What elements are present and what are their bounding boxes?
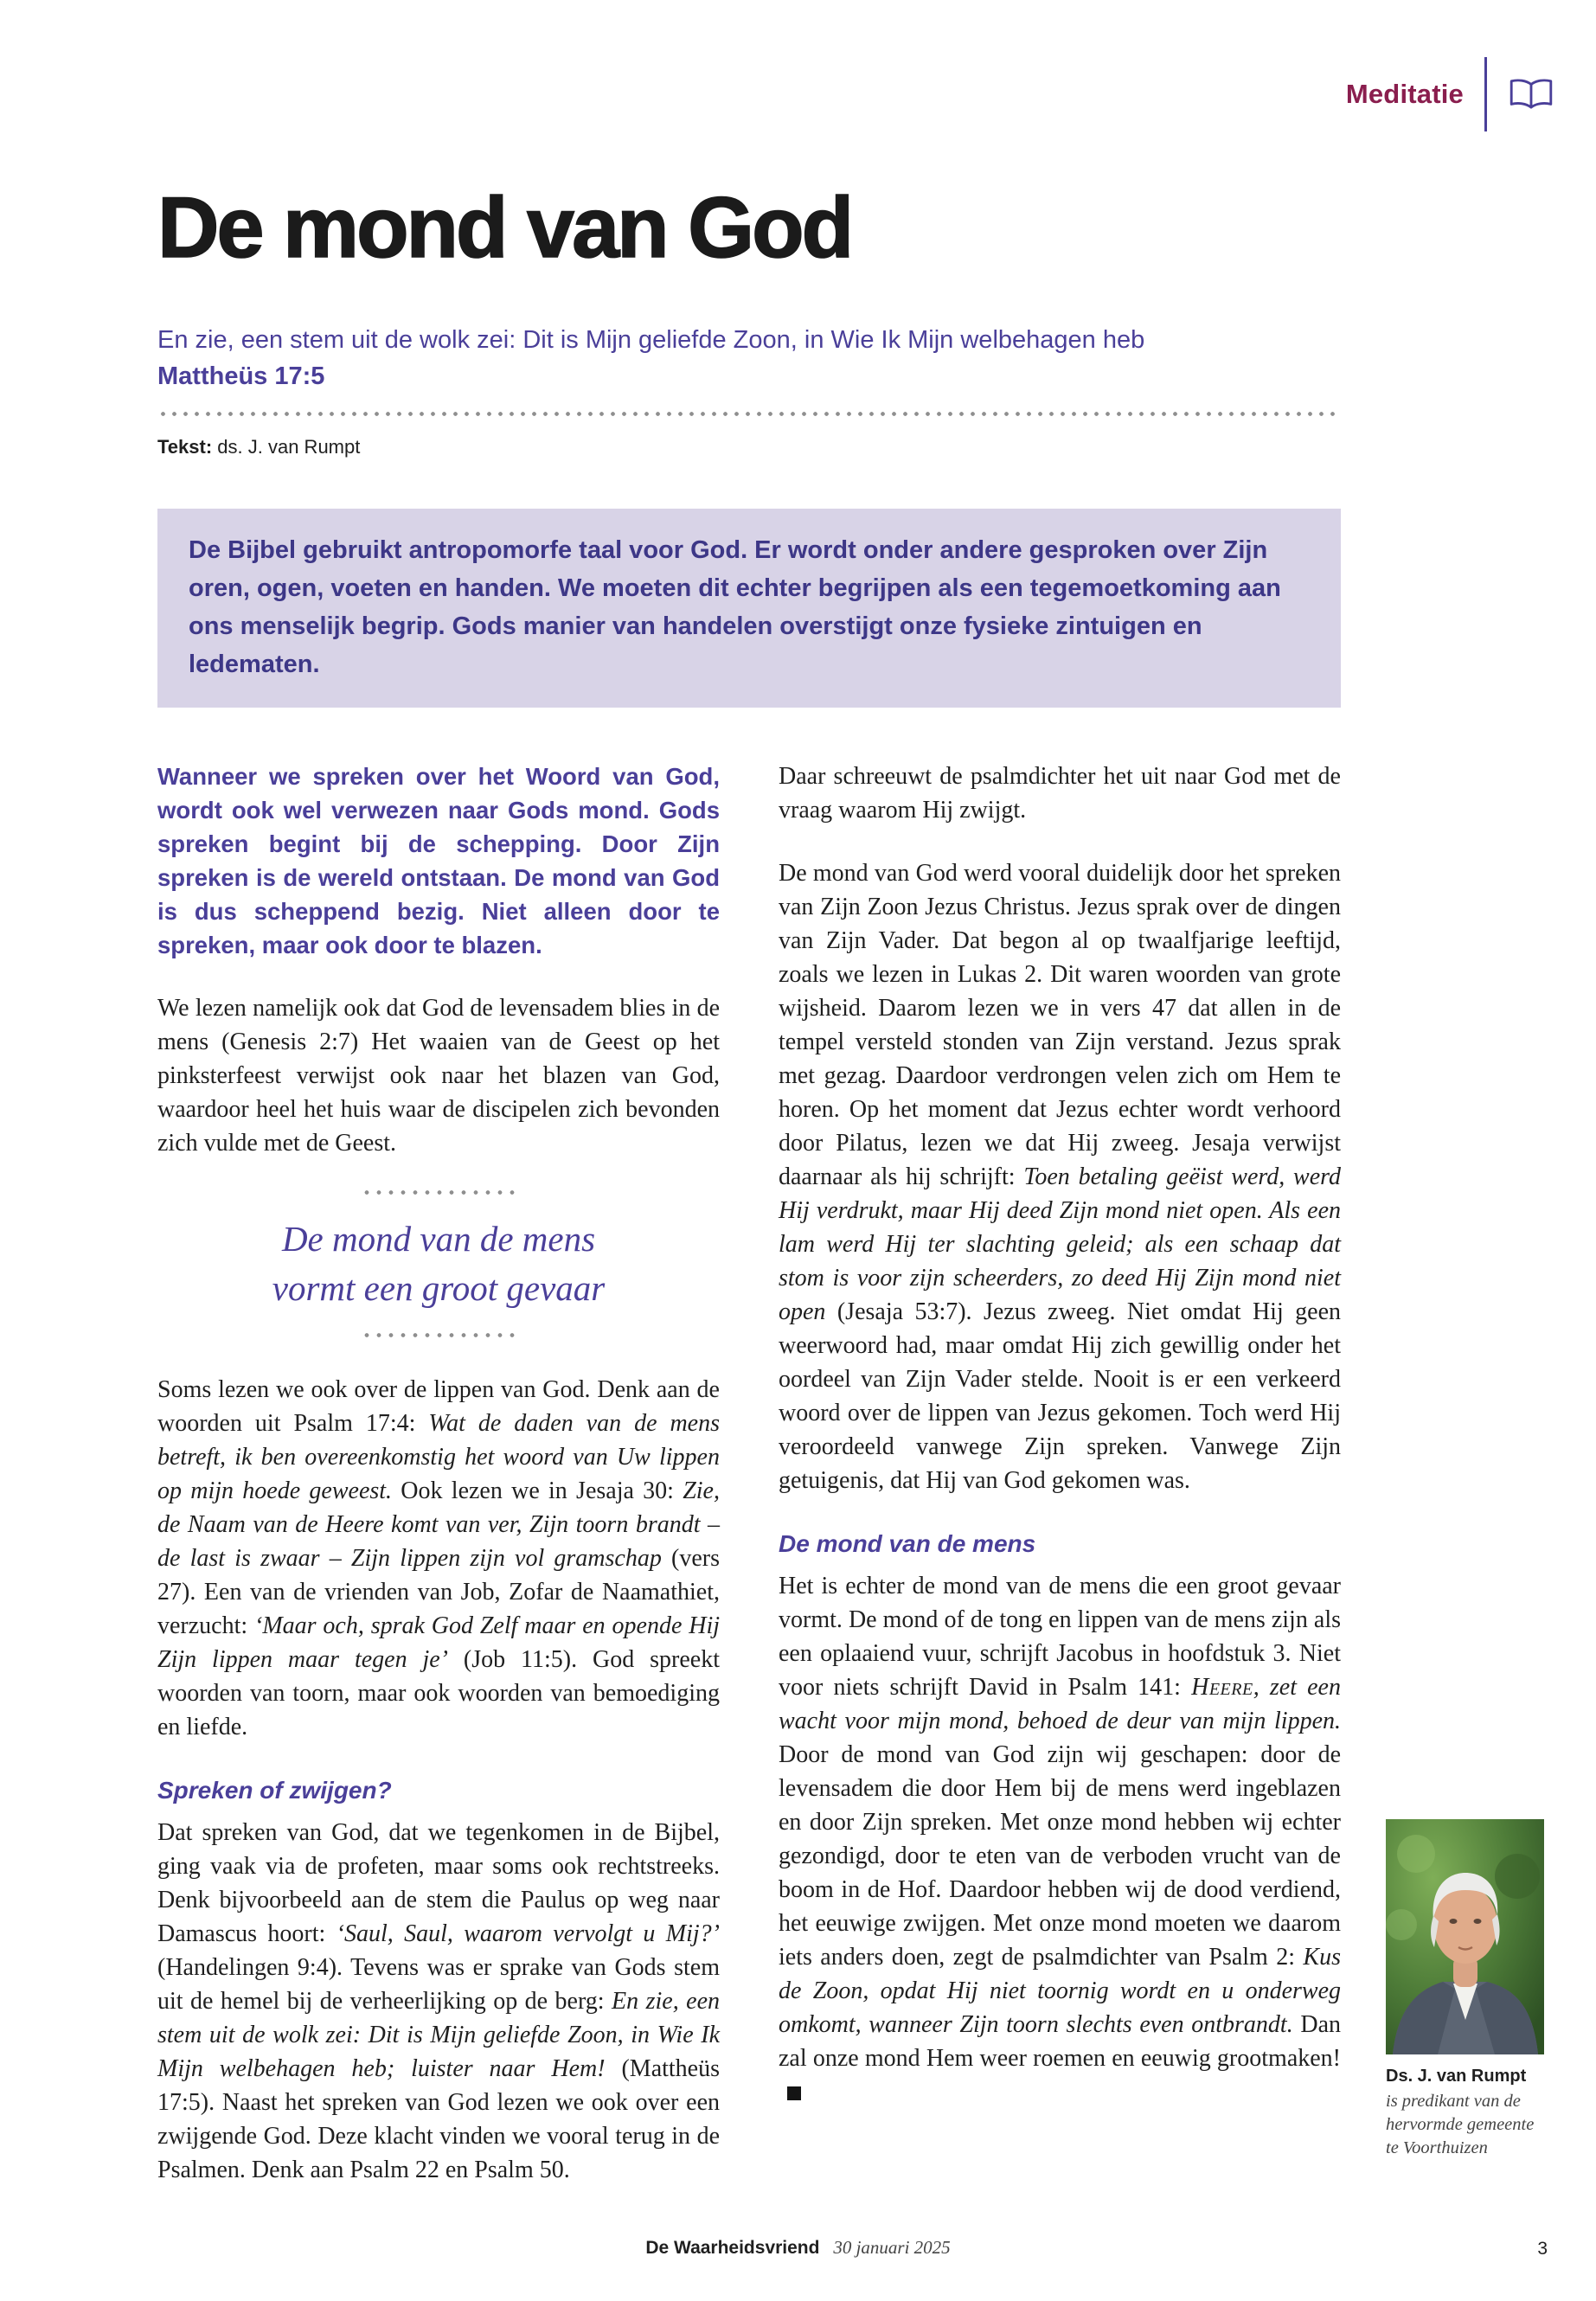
section-label: Meditatie xyxy=(1345,79,1464,109)
dotted-ornament-bottom xyxy=(361,1332,516,1338)
intro-text: De Bijbel gebruikt antropomorfe taal voor God. Er wordt onder andere gesproken over Zijn oren, ogen, voeten en handen. We moeten dit echter begrijpen als een tegemoetkoming aan ons menselijk begrip. Gods manier van handelen overstijgt onze fysieke zintuigen en ledematen. xyxy=(189,535,1281,678)
end-mark-square xyxy=(787,2086,801,2100)
author-sidebar xyxy=(1386,760,1544,2160)
byline xyxy=(157,436,1557,458)
photo-caption-role: is predikant van de hervormde gemeente te Voorthuizen xyxy=(1386,2091,1535,2157)
subheading: De mond van de mens xyxy=(779,1529,1036,1557)
issue-date: 30 januari 2025 xyxy=(833,2237,951,2258)
article-content xyxy=(157,0,1557,2216)
byline-label: Tekst: xyxy=(157,435,213,458)
verse-text: En zie, een stem uit de wolk zei: Dit is Mijn geliefde Zoon, in Wie Ik Mijn welbehagen heb xyxy=(157,325,1145,354)
paragraph: Dat spreken van God, dat we tegenkomen in de Bijbel, ging vaak via de profeten, maar soms ook rechtstreeks. Denk bijvoorbeeld aan de stem die Paulus op weg naar Damascus hoort: ‘Saul, Saul, waarom vervolgt u Mij?’ (Handelingen 9:4). Tevens was er sprake van Gods stem uit de hemel bij de verheerlijking op de berg: En zie, een stem uit de wolk zei: Dit is Mijn geliefde Zoon, in Wie Ik Mijn welbehagen heb; luister naar Hem! (Mattheüs 17:5). Naast het spreken van God lezen we ook over een zwijgende God. Deze klacht vinden we vooral terug in de Psalmen. Denk aan Psalm 22 en Psalm 50. xyxy=(157,1818,721,2183)
verse-reference: Mattheüs 17:5 xyxy=(157,362,325,390)
byline-author: ds. J. van Rumpt xyxy=(212,435,361,458)
paragraph xyxy=(779,1569,1341,2109)
photo-caption-name: Ds. J. van Rumpt xyxy=(1386,2066,1527,2086)
column-right xyxy=(779,760,1341,2138)
pull-quote-line: De mond van de mens xyxy=(281,1218,596,1259)
column-left xyxy=(157,760,720,2216)
paragraph: Soms lezen we ook over de lippen van God. Denk aan de woorden uit Psalm 17:4: Wat de daden van de mens betreft, ik ben overeenkomstig het woord van Uw lippen op mijn hoede geweest. Ook lezen we in Jesaja 30: Zie, de Naam van de Heere komt van ver, Zijn toorn brandt – de last is zwaar – Zijn lippen zijn vol gramschap (vers 27). Een van de vrienden van Job, Zofar de Naamathiet, verzucht: ‘Maar och, sprak God Zelf maar en opende Hij Zijn lippen maar tegen je’ (Job 11:5). God spreekt woorden van toorn, maar ook woorden van bemoediging en liefde. xyxy=(157,1375,721,1740)
paragraph: We lezen namelijk ook dat God de levensadem blies in de mens (Genesis 2:7) Het waaien van de Geest op het pinksterfeest verwijst ook naar het blazen van God, waardoor heel het huis waar de discipelen zich bevonden zich vulde met de Geest. xyxy=(157,994,720,1157)
paragraph-text: Het is echter de mond van de mens die een groot gevaar vormt. De mond of de tong en lippen van de mens zijn als een oplaaiend vuur, schrijft Jacobus in hoofdstuk 3. Niet voor niets schrijft David in Psalm 141: Heere, zet een wacht voor mijn mond, behoed de deur van mijn lippen. Door de mond van God zijn wij geschapen: door de levensadem die door Hem bij de mens werd ingeblazen en door Zijn spreken. Met onze mond hebben wij echter gezondigd, door te eten van de verboden vrucht van de boom in de Hof. Daardoor hebben wij de dood verdiend, het eeuwige zwijgen. Met onze mond moeten we daarom iets anders doen, zegt de psalmdichter van Psalm 2: Kus de Zoon, opdat Hij niet toornig wordt en u onderweg omkomt, wanneer Zijn toorn slechts even ontbrandt. Dan zal onze mond Hem weer roemen en eeuwig grootmaken! xyxy=(779,1572,1341,2072)
lead-paragraph: Wanneer we spreken over het Woord van God, wordt ook wel verwezen naar Gods mond. Gods spreken begint bij de schepping. Door Zijn spreken is de wereld ontstaan. De mond van God is dus scheppend bezig. Niet alleen door te spreken, maar ook door te blazen. xyxy=(157,762,720,958)
article-columns xyxy=(157,760,1557,2216)
paragraph: Daar schreeuwt de psalmdichter het uit naar God met de vraag waarom Hij zwijgt. xyxy=(779,762,1341,824)
verse-block xyxy=(157,323,1341,394)
pull-quote xyxy=(157,1215,720,1313)
page-number: 3 xyxy=(1537,2239,1548,2259)
footer-center xyxy=(0,2237,1596,2259)
pull-quote-line: vormt een groot gevaar xyxy=(272,1267,606,1308)
subheading: Spreken of zwijgen? xyxy=(157,1776,392,1804)
dotted-divider xyxy=(157,411,1341,417)
author-portrait-photo xyxy=(1386,1819,1544,2054)
intro-box xyxy=(157,509,1341,708)
page-footer xyxy=(0,2237,1596,2261)
pull-quote-block xyxy=(157,1189,720,1338)
magazine-name: De Waarheidsvriend xyxy=(645,2238,820,2258)
article-title: De mond van God xyxy=(157,179,852,275)
dotted-ornament-top xyxy=(361,1189,516,1195)
paragraph: De mond van God werd vooral duidelijk door het spreken van Zijn Zoon Jezus Christus. Jezus sprak over de dingen van Zijn Vader. Dat begon al op twaalfjarige leeftijd, zoals we lezen in Lukas 2. Dit waren woorden van grote wijsheid. Daarom lezen we in vers 47 dat allen in de tempel versteld stonden van Zijn verstand. Jezus sprak met gezag. Daardoor verdrongen velen zich om Hem te horen. Op het moment dat Jezus echter wordt verhoord door Pilatus, lezen we dat Hij zweeg. Jesaja verwijst daarnaar als hij schrijft: Toen betaling geëist werd, werd Hij verdrukt, maar Hij deed Zijn mond niet open. Als een lam werd Hij ter slachting geleid; als een schaap dat stom is voor zijn scheerders, zo deed Hij Zijn mond niet open (Jesaja 53:7). Jezus zweeg. Niet omdat Hij geen weerwoord had, maar omdat Hij zich gewillig onder het oordeel van Zijn Vader stelde. Nooit is er een verkeerd woord over de lippen van Jezus gekomen. Toch werd Hij veroordeeld vanwege Zijn spreken. Vanwege Zijn getuigenis, dat Hij van God gekomen was. xyxy=(779,859,1341,1494)
